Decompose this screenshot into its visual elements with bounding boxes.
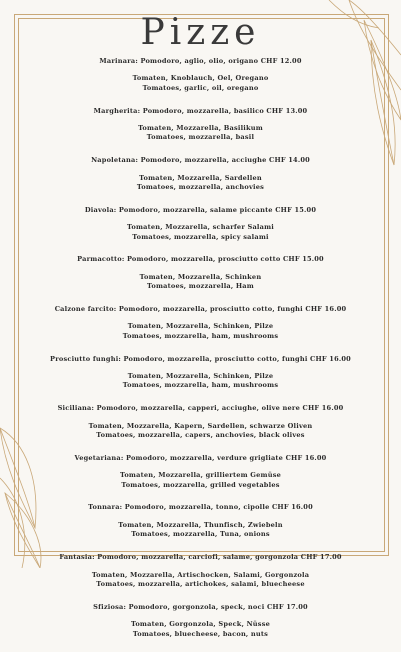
menu-item: [30, 603, 371, 639]
menu-item: [30, 503, 371, 539]
menu-item: [30, 454, 371, 490]
menu-item-heading: Tonnara: Pomodoro, mozzarella, tonno, cipolle CHF 16.00: [88, 503, 313, 512]
menu-item-german: Tomaten, Mozzarella, Artischocken, Salami, Gorgonzola: [91, 570, 310, 579]
menu-item-heading: Vegetariana: Pomodoro, mozzarella, verdure grigliate CHF 16.00: [74, 453, 327, 462]
menu-item-english: Tomatoes, mozzarella, capers, anchovies, black olives: [96, 431, 305, 440]
menu-item-german: Tomaten, Knoblauch, Oel, Oregano: [132, 74, 269, 83]
menu-item: [30, 404, 371, 440]
menu-item-english: Tomatoes, mozzarella, spicy salami: [132, 232, 269, 241]
menu-item-heading: Calzone farcito: Pomodoro, mozzarella, prosciutto cotto, funghi CHF 16.00: [54, 305, 347, 314]
menu-item-heading: Parmacotto: Pomodoro, mozzarella, prosciutto cotto CHF 15.00: [77, 255, 324, 264]
pizza-menu: [30, 57, 371, 652]
menu-item-german: Tomaten, Mozzarella, Thunfisch, Zwiebeln: [118, 520, 283, 529]
menu-item-german: Tomaten, Mozzarella, Schinken, Pilze: [127, 372, 274, 381]
menu-item-english: Tomatoes, mozzarella, Ham: [147, 282, 254, 291]
page-title: Pizze: [140, 12, 261, 53]
menu-item-heading: Marinara: Pomodoro, aglio, olio, origano CHF 12.00: [99, 57, 302, 65]
menu-item-german: Tomaten, Mozzarella, Schinken, Pilze: [127, 322, 274, 331]
menu-item-english: Tomatoes, bluecheese, bacon, nuts: [132, 629, 269, 638]
menu-item-german: Tomaten, Mozzarella, Kapern, Sardellen, schwarze Oliven: [88, 421, 313, 430]
menu-item-english: Tomatoes, mozzarella, grilled vegetables: [121, 480, 280, 489]
menu-item-heading: Sfiziosa: Pomodoro, gorgonzola, speck, noci CHF 17.00: [93, 602, 308, 611]
menu-item-german: Tomaten, Mozzarella, Schinken: [139, 272, 262, 281]
menu-item-german: Tomaten, Mozzarella, Basilikum: [138, 124, 263, 133]
menu-item-heading: Prosciutto funghi: Pomodoro, mozzarella, prosciutto cotto, funghi CHF 16.00: [50, 354, 351, 363]
menu-item-english: Tomatoes, garlic, oil, oregano: [142, 83, 259, 92]
menu-item-heading: Siciliana: Pomodoro, mozzarella, capperi, acciughe, olive nere CHF 16.00: [57, 404, 344, 413]
menu-item-english: Tomatoes, mozzarella, anchovies: [136, 183, 265, 192]
menu-item-heading: Margherita: Pomodoro, mozzarella, basilico CHF 13.00: [93, 106, 308, 115]
menu-item: [30, 255, 371, 291]
menu-item-english: Tomatoes, mozzarella, Tuna, onions: [131, 530, 270, 539]
menu-item-german: Tomaten, Mozzarella, Sardellen: [139, 173, 262, 182]
menu-item-heading: Diavola: Pomodoro, mozzarella, salame piccante CHF 15.00: [84, 205, 317, 214]
menu-item: [30, 206, 371, 242]
menu-item: [30, 156, 371, 192]
menu-item-english: Tomatoes, mozzarella, artichokes, salami, bluecheese: [96, 579, 305, 588]
menu-item: [30, 107, 371, 143]
menu-item-heading: Fantasia: Pomodoro, mozzarella, carciofi, salame, gorgonzola CHF 17.00: [59, 553, 342, 562]
menu-item-english: Tomatoes, mozzarella, ham, mushrooms: [122, 331, 279, 340]
menu-item-english: Tomatoes, mozzarella, basil: [146, 133, 255, 142]
menu-item-german: Tomaten, Mozzarella, grilliertem Gemüse: [119, 471, 281, 480]
menu-item-english: Tomatoes, mozzarella, ham, mushrooms: [122, 381, 279, 390]
menu-item: [30, 553, 371, 589]
menu-item-heading: Napoletana: Pomodoro, mozzarella, acciughe CHF 14.00: [91, 156, 310, 165]
menu-item: [30, 57, 371, 93]
menu-item: [30, 355, 371, 391]
menu-item-german: Tomaten, Mozzarella, scharfer Salami: [127, 223, 274, 232]
menu-item: [30, 305, 371, 341]
menu-item-german: Tomaten, Gorgonzola, Speck, Nüsse: [130, 620, 271, 629]
